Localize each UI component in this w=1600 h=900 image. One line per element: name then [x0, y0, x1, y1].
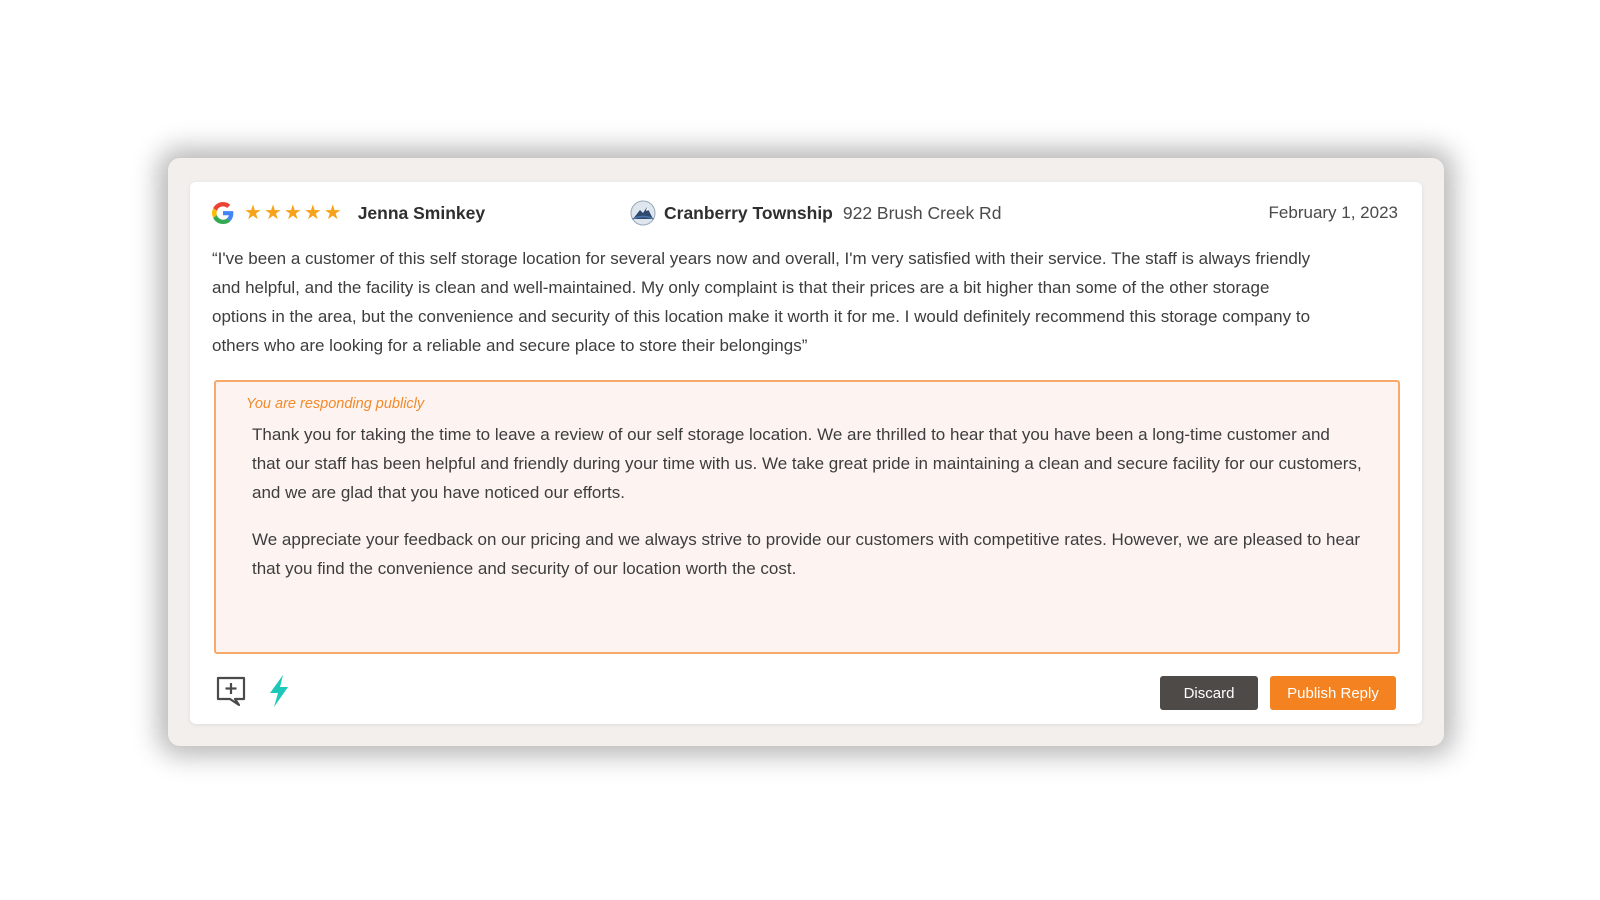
location-group: [630, 198, 1001, 228]
reply-notice: You are responding publicly: [246, 396, 425, 412]
location-name: Cranberry Township: [664, 202, 833, 223]
star-rating: [244, 202, 344, 224]
lightning-icon[interactable]: [262, 674, 296, 708]
review-text: “I've been a customer of this self storage location for several years now and overall, I'm very satisfied with their service. The staff is always friendly and helpful, and the facility is clean and well-maintained. My only complaint is that their prices are a bit higher than some of the other storage options in the area, but the convenience and security of this location make it worth it for me. I would definitely recommend this storage company to others who are looking for a reliable and secure place to store their belongings”: [212, 249, 1311, 355]
star-icon: ★: [263, 202, 282, 224]
star-icon: ★: [303, 202, 322, 224]
review-date: February 1, 2023: [1268, 203, 1398, 222]
google-icon: [212, 202, 234, 224]
reply-paragraph[interactable]: Thank you for taking the time to leave a review of our self storage location. We are thrilled to hear that you have been a long-time customer and that our staff has been helpful and friendly during your time with us. We take great pride in maintaining a clean and secure facility for our customers, and we are glad that you have noticed our efforts.: [252, 425, 1362, 502]
mountain-logo-icon: [630, 200, 656, 226]
publish-reply-button[interactable]: Publish Reply: [1270, 676, 1396, 710]
reply-editor[interactable]: [214, 380, 1400, 654]
star-icon: ★: [323, 202, 342, 224]
reply-paragraph[interactable]: We appreciate your feedback on our pricing and we always strive to provide our customers with competitive rates. However, we are pleased to hear that you find the convenience and security of our location worth the cost.: [252, 530, 1361, 578]
discard-button[interactable]: Discard: [1160, 676, 1258, 710]
location-address: 922 Brush Creek Rd: [842, 202, 1002, 223]
star-icon: ★: [283, 202, 302, 224]
review-card: [190, 182, 1422, 724]
reply-toolbar: [214, 674, 296, 708]
add-comment-icon[interactable]: [214, 674, 248, 708]
review-header: [212, 198, 1398, 228]
star-icon: ★: [244, 202, 262, 224]
reply-text[interactable]: [252, 420, 1362, 583]
outer-frame: [168, 158, 1444, 746]
reviewer-name: Jenna Sminkey: [357, 202, 486, 223]
reply-actions: [1160, 676, 1396, 710]
